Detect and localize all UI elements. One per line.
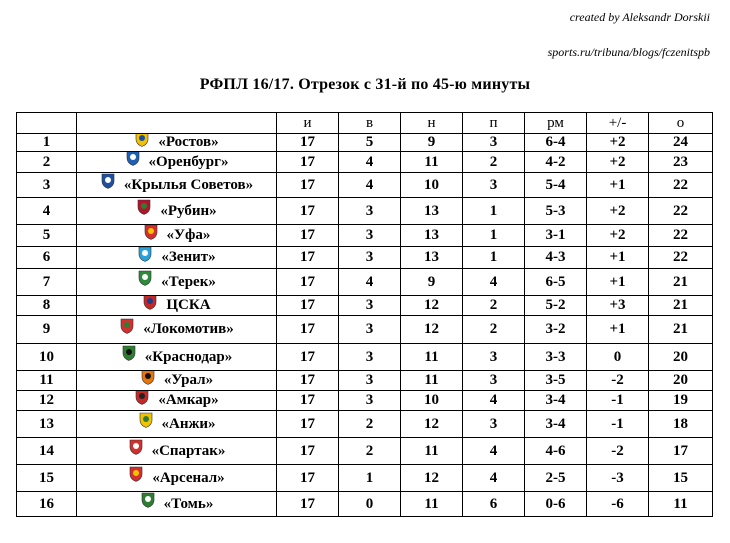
source-credit: sports.ru/tribuna/blogs/fczenitspb <box>547 45 710 59</box>
goals-cell: 4-2 <box>525 152 587 173</box>
arsenal-logo-icon <box>128 466 144 482</box>
played-cell: 17 <box>277 391 339 411</box>
losses-cell: 3 <box>463 371 525 391</box>
team-name: «Спартак» <box>151 442 226 459</box>
team-cell <box>77 371 277 391</box>
wins-cell: 0 <box>339 492 401 517</box>
goals-cell: 6-5 <box>525 269 587 296</box>
team-name: «Анжи» <box>161 415 216 432</box>
wins-cell: 4 <box>339 173 401 198</box>
wins-cell: 3 <box>339 225 401 247</box>
played-cell: 17 <box>277 269 339 296</box>
points-cell: 24 <box>649 134 713 152</box>
team-cell <box>77 296 277 316</box>
diff-cell: 0 <box>587 344 649 371</box>
wins-cell: 4 <box>339 152 401 173</box>
losses-cell: 2 <box>463 152 525 173</box>
diff-cell: +2 <box>587 152 649 173</box>
team-cell <box>77 152 277 173</box>
team-cell <box>77 465 277 492</box>
diff-cell: +3 <box>587 296 649 316</box>
goals-cell: 5-2 <box>525 296 587 316</box>
col-header-pos <box>17 113 77 134</box>
position-cell: 4 <box>17 198 77 225</box>
points-cell: 21 <box>649 296 713 316</box>
spartak-logo-icon <box>128 439 144 455</box>
col-header-draws: н <box>401 113 463 134</box>
team-name: «Краснодар» <box>144 348 233 365</box>
losses-cell: 3 <box>463 411 525 438</box>
team-cell <box>77 198 277 225</box>
draws-cell: 13 <box>401 225 463 247</box>
tom-logo-icon <box>140 492 156 508</box>
team-name: ЦСКА <box>166 297 211 313</box>
col-header-losses: п <box>463 113 525 134</box>
diff-cell: +2 <box>587 198 649 225</box>
team-cell <box>77 173 277 198</box>
team-name: «Уфа» <box>166 227 211 243</box>
table-row <box>17 391 713 411</box>
position-cell: 1 <box>17 134 77 152</box>
team-cell <box>77 247 277 269</box>
col-header-played: и <box>277 113 339 134</box>
position-cell: 13 <box>17 411 77 438</box>
table-row <box>17 316 713 344</box>
draws-cell: 11 <box>401 344 463 371</box>
diff-cell: +2 <box>587 134 649 152</box>
team-name: «Рубин» <box>160 202 217 219</box>
points-cell: 19 <box>649 391 713 411</box>
rostov-logo-icon <box>134 134 150 147</box>
team-name: «Терек» <box>161 273 216 290</box>
played-cell: 17 <box>277 225 339 247</box>
played-cell: 17 <box>277 134 339 152</box>
losses-cell: 1 <box>463 198 525 225</box>
played-cell: 17 <box>277 438 339 465</box>
team-name: «Крылья Советов» <box>123 176 254 193</box>
diff-cell: -3 <box>587 465 649 492</box>
table-row <box>17 225 713 247</box>
wins-cell: 3 <box>339 344 401 371</box>
ufa-logo-icon <box>143 225 159 240</box>
wins-cell: 3 <box>339 198 401 225</box>
draws-cell: 11 <box>401 492 463 517</box>
goals-cell: 3-4 <box>525 411 587 438</box>
goals-cell: 3-2 <box>525 316 587 344</box>
played-cell: 17 <box>277 247 339 269</box>
header-row <box>17 113 713 134</box>
played-cell: 17 <box>277 344 339 371</box>
wins-cell: 3 <box>339 316 401 344</box>
goals-cell: 3-4 <box>525 391 587 411</box>
position-cell: 6 <box>17 247 77 269</box>
played-cell: 17 <box>277 371 339 391</box>
draws-cell: 11 <box>401 438 463 465</box>
draws-cell: 10 <box>401 391 463 411</box>
draws-cell: 11 <box>401 371 463 391</box>
losses-cell: 6 <box>463 492 525 517</box>
diff-cell: +2 <box>587 225 649 247</box>
played-cell: 17 <box>277 152 339 173</box>
draws-cell: 9 <box>401 134 463 152</box>
goals-cell: 4-6 <box>525 438 587 465</box>
played-cell: 17 <box>277 198 339 225</box>
col-header-team <box>77 113 277 134</box>
diff-cell: -1 <box>587 391 649 411</box>
table-row <box>17 269 713 296</box>
draws-cell: 13 <box>401 198 463 225</box>
team-cell <box>77 438 277 465</box>
wins-cell: 2 <box>339 411 401 438</box>
diff-cell: +1 <box>587 247 649 269</box>
points-cell: 22 <box>649 247 713 269</box>
team-name: «Ростов» <box>158 134 219 150</box>
position-cell: 14 <box>17 438 77 465</box>
goals-cell: 6-4 <box>525 134 587 152</box>
draws-cell: 10 <box>401 173 463 198</box>
wins-cell: 5 <box>339 134 401 152</box>
team-name: «Амкар» <box>158 392 219 408</box>
diff-cell: +1 <box>587 316 649 344</box>
goals-cell: 0-6 <box>525 492 587 517</box>
played-cell: 17 <box>277 316 339 344</box>
team-name: «Оренбург» <box>148 153 229 170</box>
goals-cell: 2-5 <box>525 465 587 492</box>
col-header-points: о <box>649 113 713 134</box>
losses-cell: 4 <box>463 438 525 465</box>
points-cell: 15 <box>649 465 713 492</box>
position-cell: 2 <box>17 152 77 173</box>
table-row <box>17 173 713 198</box>
orenburg-logo-icon <box>125 152 141 167</box>
table-row <box>17 134 713 152</box>
diff-cell: -6 <box>587 492 649 517</box>
wins-cell: 3 <box>339 296 401 316</box>
wins-cell: 3 <box>339 247 401 269</box>
played-cell: 17 <box>277 296 339 316</box>
losses-cell: 4 <box>463 465 525 492</box>
terek-logo-icon <box>137 270 153 286</box>
lokomotiv-logo-icon <box>119 318 135 334</box>
team-name: «Урал» <box>163 372 214 388</box>
points-cell: 23 <box>649 152 713 173</box>
diff-cell: +1 <box>587 173 649 198</box>
wins-cell: 3 <box>339 371 401 391</box>
points-cell: 17 <box>649 438 713 465</box>
table-row <box>17 465 713 492</box>
draws-cell: 13 <box>401 247 463 269</box>
anzhi-logo-icon <box>138 412 154 428</box>
table-row <box>17 438 713 465</box>
losses-cell: 3 <box>463 344 525 371</box>
team-name: «Томь» <box>163 495 214 512</box>
table-row <box>17 344 713 371</box>
goals-cell: 4-3 <box>525 247 587 269</box>
position-cell: 7 <box>17 269 77 296</box>
diff-cell: -1 <box>587 411 649 438</box>
col-header-diff: +/- <box>587 113 649 134</box>
diff-cell: -2 <box>587 371 649 391</box>
table-row <box>17 296 713 316</box>
goals-cell: 3-1 <box>525 225 587 247</box>
diff-cell: +1 <box>587 269 649 296</box>
played-cell: 17 <box>277 411 339 438</box>
team-cell <box>77 316 277 344</box>
amkar-logo-icon <box>134 391 150 405</box>
table-row <box>17 411 713 438</box>
page-title: РФПЛ 16/17. Отрезок с 31-й по 45-ю минуты <box>199 76 531 93</box>
losses-cell: 2 <box>463 296 525 316</box>
played-cell: 17 <box>277 492 339 517</box>
rubin-logo-icon <box>136 199 152 215</box>
table-row <box>17 198 713 225</box>
wins-cell: 2 <box>339 438 401 465</box>
table-row <box>17 152 713 173</box>
ural-logo-icon <box>140 371 156 385</box>
position-cell: 3 <box>17 173 77 198</box>
standings-table <box>16 112 713 517</box>
points-cell: 20 <box>649 371 713 391</box>
draws-cell: 9 <box>401 269 463 296</box>
position-cell: 16 <box>17 492 77 517</box>
position-cell: 8 <box>17 296 77 316</box>
points-cell: 22 <box>649 225 713 247</box>
played-cell: 17 <box>277 173 339 198</box>
losses-cell: 3 <box>463 134 525 152</box>
team-name: «Локомотив» <box>143 321 234 337</box>
team-name: «Арсенал» <box>152 469 225 486</box>
wins-cell: 4 <box>339 269 401 296</box>
position-cell: 15 <box>17 465 77 492</box>
table-row <box>17 492 713 517</box>
position-cell: 10 <box>17 344 77 371</box>
position-cell: 5 <box>17 225 77 247</box>
team-cell <box>77 344 277 371</box>
diff-cell: -2 <box>587 438 649 465</box>
goals-cell: 3-5 <box>525 371 587 391</box>
wins-cell: 1 <box>339 465 401 492</box>
cska-logo-icon <box>142 296 158 310</box>
team-cell <box>77 225 277 247</box>
points-cell: 21 <box>649 316 713 344</box>
points-cell: 22 <box>649 198 713 225</box>
team-cell <box>77 492 277 517</box>
position-cell: 12 <box>17 391 77 411</box>
played-cell: 17 <box>277 465 339 492</box>
team-cell <box>77 269 277 296</box>
losses-cell: 1 <box>463 247 525 269</box>
points-cell: 21 <box>649 269 713 296</box>
table-row <box>17 371 713 391</box>
col-header-wins: в <box>339 113 401 134</box>
table-row <box>17 247 713 269</box>
krasnodar-logo-icon <box>121 345 137 361</box>
wins-cell: 3 <box>339 391 401 411</box>
draws-cell: 12 <box>401 411 463 438</box>
losses-cell: 2 <box>463 316 525 344</box>
goals-cell: 5-4 <box>525 173 587 198</box>
losses-cell: 4 <box>463 269 525 296</box>
position-cell: 11 <box>17 371 77 391</box>
draws-cell: 12 <box>401 316 463 344</box>
losses-cell: 1 <box>463 225 525 247</box>
team-name: «Зенит» <box>161 249 216 265</box>
zenit-logo-icon <box>137 247 153 262</box>
team-cell <box>77 411 277 438</box>
losses-cell: 4 <box>463 391 525 411</box>
krylia-logo-icon <box>100 173 116 189</box>
losses-cell: 3 <box>463 173 525 198</box>
author-credit: created by Aleksandr Dorskii <box>569 10 710 24</box>
goals-cell: 5-3 <box>525 198 587 225</box>
points-cell: 11 <box>649 492 713 517</box>
points-cell: 18 <box>649 411 713 438</box>
points-cell: 20 <box>649 344 713 371</box>
goals-cell: 3-3 <box>525 344 587 371</box>
position-cell: 9 <box>17 316 77 344</box>
points-cell: 22 <box>649 173 713 198</box>
team-cell <box>77 391 277 411</box>
team-cell <box>77 134 277 152</box>
col-header-goals: рм <box>525 113 587 134</box>
draws-cell: 12 <box>401 465 463 492</box>
draws-cell: 12 <box>401 296 463 316</box>
draws-cell: 11 <box>401 152 463 173</box>
